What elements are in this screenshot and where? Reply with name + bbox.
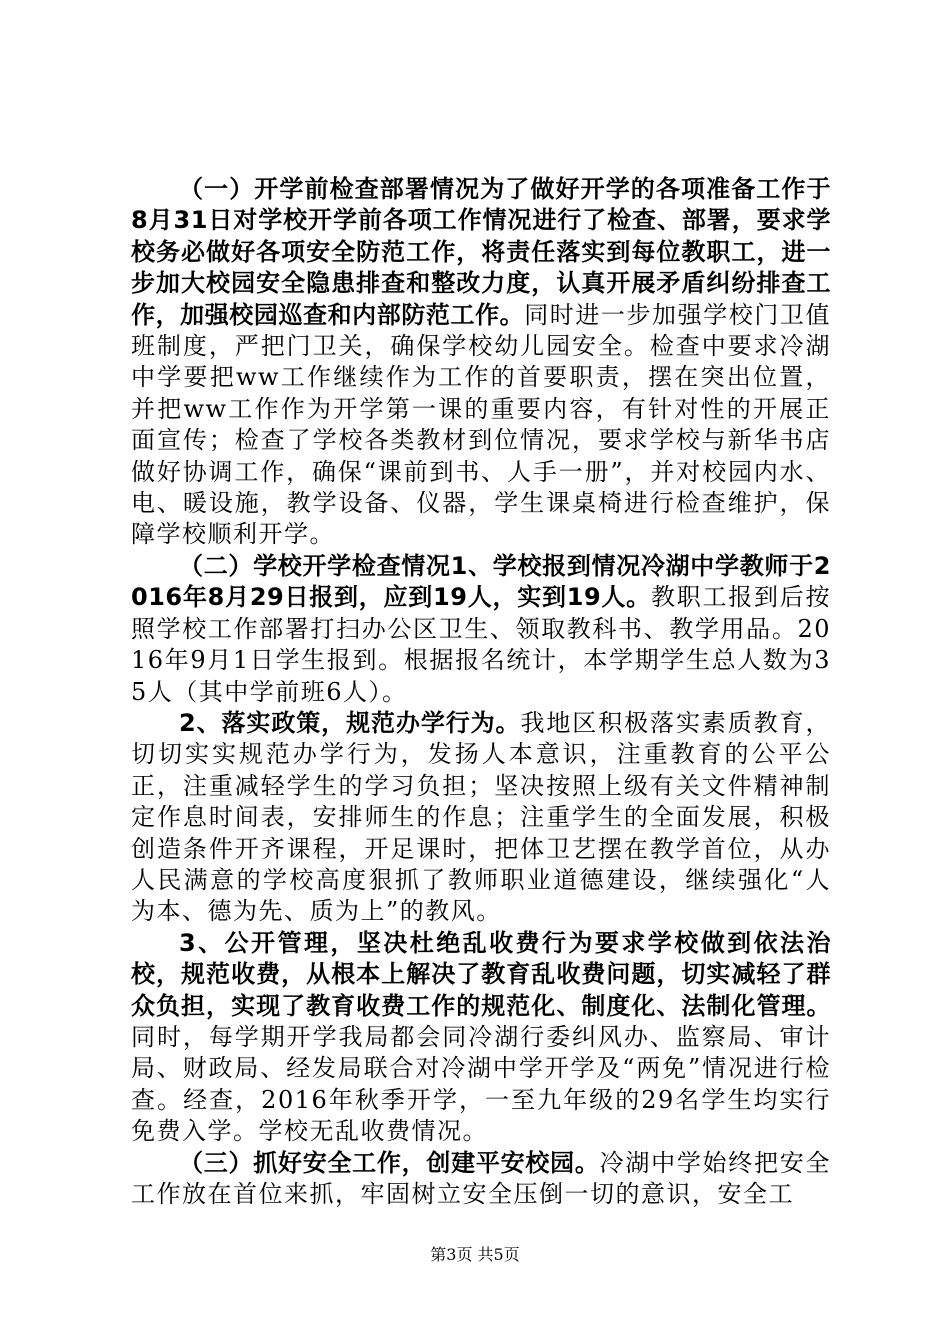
page-footer	[0, 1245, 950, 1265]
paragraph-1-text: 同时进一步加强学校门卫值班制度，严把门卫关，确保学校幼儿园安全。检查中要求冷湖中学要把ww工作继续作为工作的首要职责，摆在突出位置，并把ww工作作为开学第一课的重要内容，有针对性的开展正面宣传；检查了学校各类教材到位情况，要求学校与新华书店做好协调工作，确保“课前到书、人手一册”，并对校园内水、电、暖设施，教学设备、仪器，学生课桌椅进行检查维护，保障学校顺利开学。	[131, 300, 832, 549]
page-number-label: 第3页 共5页	[430, 1245, 520, 1264]
paragraph-2-bold-text: （二）学校开学检查情况1、学校报到情况冷湖中学教师于2016年8月29日报到，应到19人，实到19人。	[131, 551, 831, 612]
paragraph-4-bold-text: 3、公开管理，坚决杜绝乱收费行为要求学校做到依法治校，规范收费，从根本上解决了教育乱收费问题，切实减轻了群众负担，实现了教育收费工作的规范化、制度化、法制化管理。	[131, 928, 831, 1020]
paragraph-5-text: 冷湖中学始终把安全工作放在首位来抓，牢固树立安全压倒一切的意识，安全工	[131, 1148, 832, 1208]
paragraph-4	[131, 928, 831, 1148]
paragraph-1-bold-text: （一）开学前检查部署情况为了做好开学的各项准备工作于8月31日对学校开学前各项工作情况进行了检查、部署，要求学校务必做好各项安全防范工作，将责任落实到每位教职工，进一步加大校园安全隐患排查和整改力度，认真开展矛盾纠纷排查工作，加强校园巡查和内部防范工作。	[131, 175, 831, 329]
paragraph-3	[131, 708, 831, 928]
paragraph-5-bold-text: （三）抓好安全工作，创建平安校园。	[179, 1148, 600, 1177]
document-body	[131, 174, 831, 1210]
paragraph-4-text: 同时，每学期开学我局都会同冷湖行委纠风办、监察局、审计局、财政局、经发局联合对冷湖中学开学及“两免”情况进行检查。经查，2016年秋季开学，一至九年级的29名学生均实行免费入学。学校无乱收费情况。	[131, 1022, 831, 1146]
paragraph-3-text: 我地区积极落实素质教育，切切实实规范办学行为，发扬人本意识，注重教育的公平公正，注重减轻学生的学习负担；坚决按照上级有关文件精神制定作息时间表，安排师生的作息；注重学生的全面发展，积极创造条件开齐课程，开足课时，把体卫艺摆在教学首位，从办人民满意的学校高度狠抓了教师职业道德建设，继续强化“人为本、德为先、质为上”的教风。	[131, 708, 831, 926]
paragraph-3-bold-text: 2、落实政策，规范办学行为。	[179, 708, 521, 737]
paragraph-2	[131, 551, 831, 708]
paragraph-5	[131, 1148, 831, 1211]
paragraph-1	[131, 174, 831, 551]
paragraph-2-text: 教职工报到后按照学校工作部署打扫办公区卫生、领取教科书、教学用品。2016年9月1日学生报到。根据报名统计，本学期学生总人数为35人（其中学前班6人）。	[131, 583, 831, 706]
